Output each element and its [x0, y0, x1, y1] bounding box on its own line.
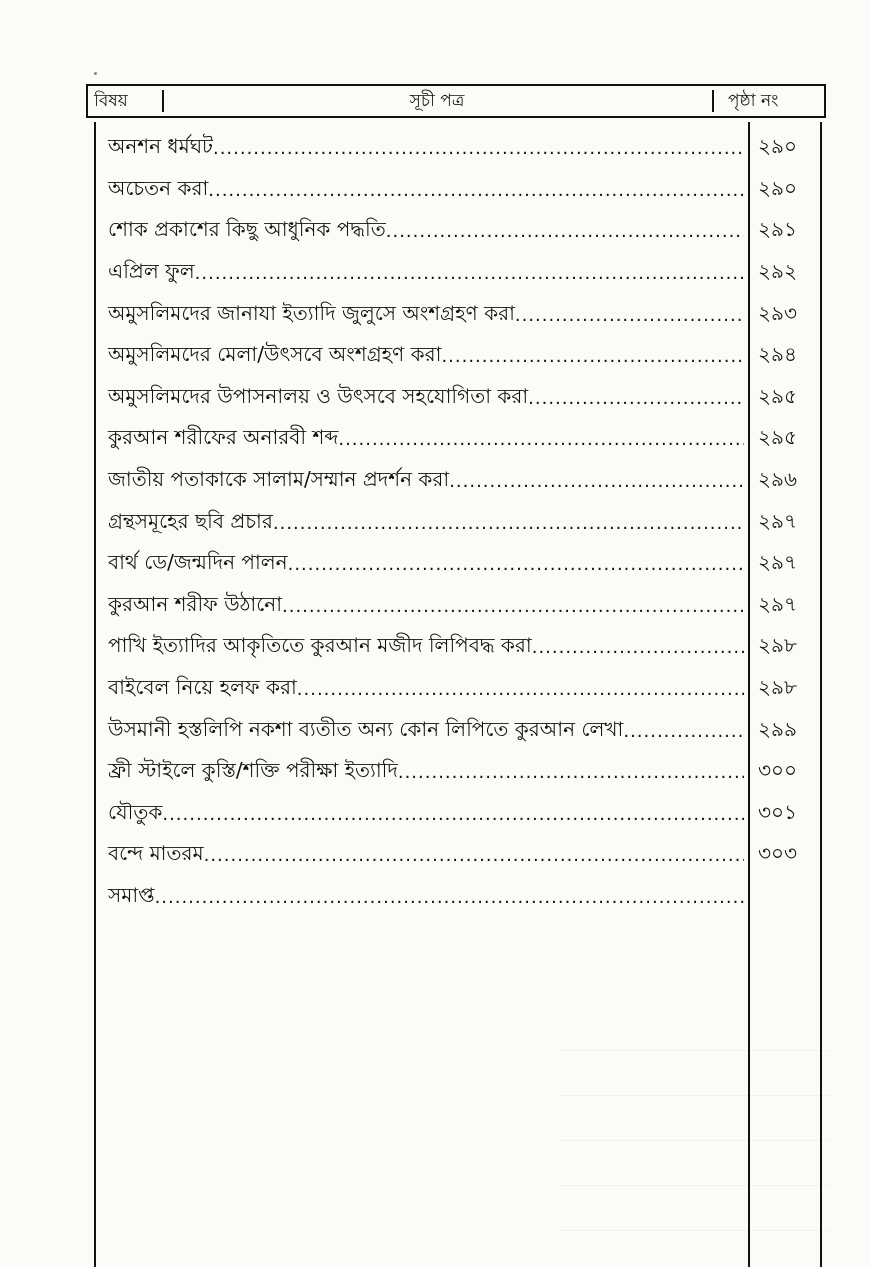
entry-title: শোক প্রকাশের কিছু আধুনিক পদ্ধতি [108, 217, 386, 242]
entry-title: কুরআন শরীফ উঠানো [108, 591, 282, 616]
leader-dots [515, 305, 744, 326]
toc-entry[interactable] [108, 835, 824, 877]
leader-dots [441, 346, 744, 367]
entry-page-number: ২৯০ [758, 134, 797, 159]
toc-entry[interactable] [108, 502, 824, 544]
toc-entry[interactable] [108, 336, 824, 378]
toc-entry[interactable] [108, 294, 824, 336]
toc-entry[interactable] [108, 710, 824, 752]
toc-entry[interactable] [108, 378, 824, 420]
leader-dots [449, 471, 744, 492]
leader-dots [528, 388, 744, 409]
entry-page-number: ২৯৫ [758, 383, 797, 408]
entry-title: সমাপ্ত [108, 882, 155, 907]
leader-dots [155, 887, 744, 908]
entry-page-number: ২৯৪ [758, 342, 797, 367]
toc-entry[interactable] [108, 253, 824, 295]
entry-page-number: ২৯৮ [758, 675, 797, 700]
leader-dots [204, 845, 744, 866]
entry-page-number: ৩০০ [758, 758, 798, 783]
entry-page-number: ৩০১ [758, 799, 797, 824]
entry-title: বার্থ ডে/জন্মদিন পালন [108, 550, 288, 575]
entry-title: জাতীয় পতাকাকে সালাম/সম্মান প্রদর্শন করা [108, 467, 450, 492]
toc-entry[interactable] [108, 170, 824, 212]
leader-dots [213, 138, 744, 159]
toc-header [86, 84, 826, 118]
subject-column-label: বিষয় [94, 91, 128, 111]
toc-entry[interactable] [108, 461, 824, 503]
speck [94, 72, 97, 75]
entry-page-number: ২৯৬ [758, 467, 797, 492]
toc-entry[interactable] [108, 586, 824, 628]
leader-dots [398, 762, 744, 783]
entry-page-number: ২৯৫ [758, 425, 797, 450]
page-number-column-label: পৃষ্ঠা নং [728, 91, 779, 111]
header-divider [712, 90, 714, 112]
toc-entry[interactable] [108, 752, 824, 794]
entry-title: গ্রন্থসমূহের ছবি প্রচার [108, 508, 273, 533]
entry-page-number: ২৯২ [758, 259, 797, 284]
leader-dots [162, 804, 744, 825]
table-border-left [94, 122, 96, 1267]
entry-title: কুরআন শরীফের অনারবী শব্দ [108, 425, 339, 450]
entry-title: যৌতুক [108, 799, 163, 824]
entry-title: পাখি ইত্যাদির আকৃতিতে কুরআন মজীদ লিপিবদ্ধ করা [108, 633, 532, 658]
entry-title: এপ্রিল ফুল [108, 259, 195, 284]
page-title: সূচী পত্র [409, 91, 465, 111]
leader-dots [288, 554, 744, 575]
entry-title: অমুসলিমদের উপাসনালয় ও উৎসবে সহযোগিতা করা [108, 383, 529, 408]
toc-entry[interactable] [108, 627, 824, 669]
leader-dots [386, 221, 744, 242]
leader-dots [532, 637, 744, 658]
toc-entry[interactable] [108, 877, 824, 919]
entry-title: উসমানী হস্তলিপি নকশা ব্যতীত অন্য কোন লিপিতে কুরআন লেখা [108, 716, 624, 741]
entry-page-number: ৩০৩ [758, 841, 798, 866]
toc-entry[interactable] [108, 128, 824, 170]
toc-page [86, 84, 826, 1267]
entry-page-number: ২৯০ [758, 175, 797, 200]
leader-dots [623, 721, 744, 742]
leader-dots [195, 263, 744, 284]
leader-dots [297, 679, 744, 700]
entry-page-number: ২৯১ [758, 217, 797, 242]
leader-dots [338, 429, 744, 450]
toc-entry[interactable] [108, 669, 824, 711]
toc-entry[interactable] [108, 544, 824, 586]
entry-page-number: ২৯৩ [758, 300, 797, 325]
entry-title: বাইবেল নিয়ে হলফ করা [108, 675, 297, 700]
toc-entry[interactable] [108, 211, 824, 253]
entry-page-number: ২৯৭ [758, 591, 797, 616]
toc-entry-list [108, 128, 824, 918]
entry-title: ফ্রী স্টাইলে কুস্তি/শক্তি পরীক্ষা ইত্যাদি [108, 758, 398, 783]
toc-entry[interactable] [108, 794, 824, 836]
entry-title: বন্দে মাতরম [108, 841, 204, 866]
entry-page-number: ২৯৯ [758, 716, 797, 741]
entry-page-number: ২৯৭ [758, 550, 797, 575]
entry-title: অনশন ধর্মঘট [108, 134, 213, 159]
leader-dots [273, 513, 744, 534]
leader-dots [282, 596, 744, 617]
toc-entry[interactable] [108, 419, 824, 461]
entry-title: অমুসলিমদের মেলা/উৎসবে অংশগ্রহণ করা [108, 342, 442, 367]
leader-dots [208, 180, 744, 201]
entry-page-number: ২৯৮ [758, 633, 797, 658]
entry-title: অচেতন করা [108, 175, 209, 200]
entry-page-number: ২৯৭ [758, 508, 797, 533]
entry-title: অমুসলিমদের জানাযা ইত্যাদি জুলুসে অংশগ্রহণ করা [108, 300, 515, 325]
